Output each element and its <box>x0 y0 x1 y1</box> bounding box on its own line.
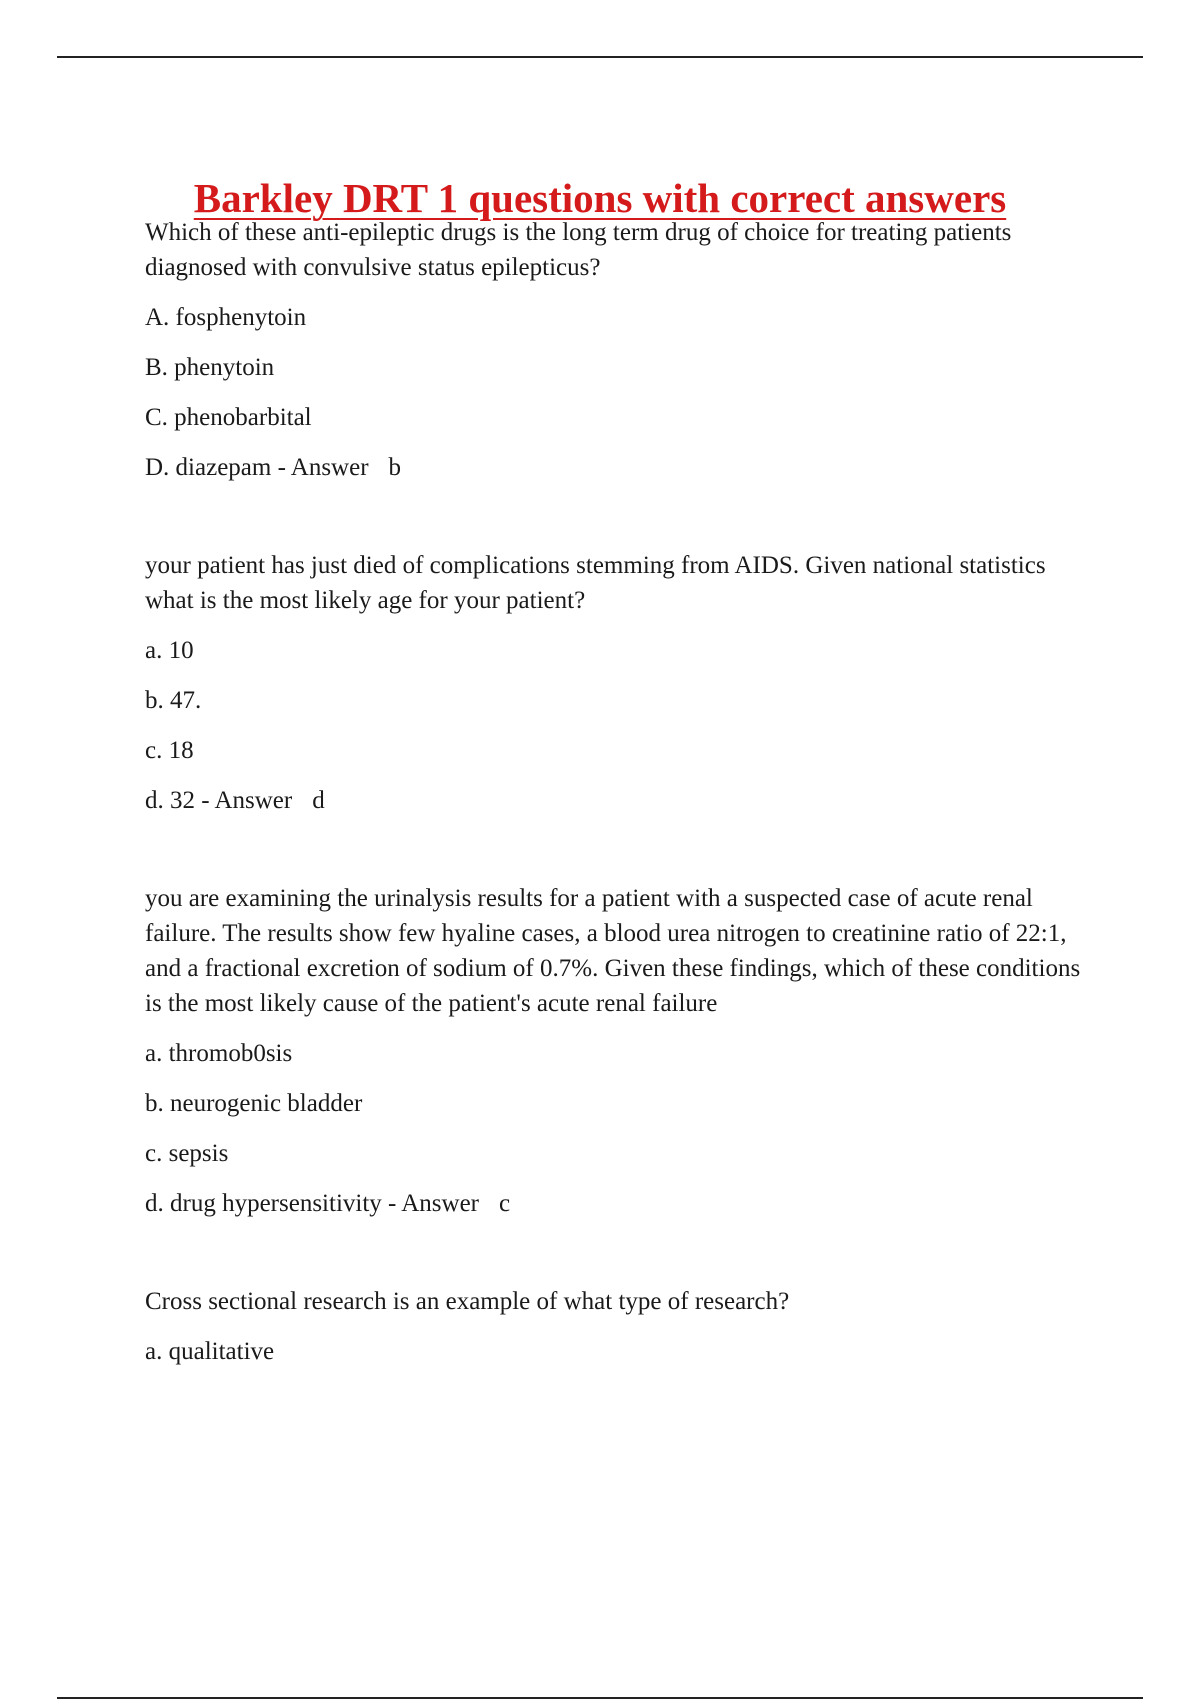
question-text: Cross sectional research is an example of what type of research? <box>145 1288 790 1315</box>
answer-letter: b <box>388 454 402 481</box>
option-b: B. phenytoin <box>145 354 275 381</box>
option-d-with-answer <box>145 783 1095 818</box>
question-text: Which of these anti-epileptic drugs is the long term drug of choice for treating patients diagnosed with convulsive status epilepticus? <box>145 219 1012 281</box>
option-a: a. 10 <box>145 637 194 664</box>
option-d: d. drug hypersensitivity - Answer <box>145 1190 479 1217</box>
document-body <box>145 215 1095 1432</box>
question-2 <box>145 548 1095 818</box>
option-c: C. phenobarbital <box>145 404 312 431</box>
option-d: d. 32 - Answer <box>145 787 293 814</box>
question-3 <box>145 881 1095 1221</box>
answer-letter: d <box>312 787 325 814</box>
option-b: b. neurogenic bladder <box>145 1090 363 1117</box>
question-1 <box>145 215 1095 485</box>
question-text: your patient has just died of complications stemming from AIDS. Given national statistics what is the most likely age for your patient? <box>145 552 1046 614</box>
option-d-with-answer <box>145 450 1095 485</box>
bottom-rule <box>57 1697 1143 1699</box>
option-c: c. 18 <box>145 737 194 764</box>
top-rule <box>57 56 1143 58</box>
answer-letter: c <box>498 1190 511 1217</box>
option-a: a. qualitative <box>145 1338 275 1365</box>
option-c: c. sepsis <box>145 1140 229 1167</box>
option-d-with-answer <box>145 1186 1095 1221</box>
option-d: D. diazepam - Answer <box>145 454 369 481</box>
question-text: you are examining the urinalysis results for a patient with a suspected case of acute renal failure. The results show few hyaline cases, a blood urea nitrogen to creatinine ratio of 22:1, and a fractional excretion of sodium of 0.7%. Given these findings, which of these conditions is the most likely cause of the patient's acute renal failure <box>145 885 1081 1017</box>
option-b: b. 47. <box>145 687 202 714</box>
option-a: a. thromob0sis <box>145 1040 293 1067</box>
question-4 <box>145 1284 1095 1369</box>
document-title-text: Barkley DRT 1 questions with correct answers <box>193 175 1007 222</box>
option-a: A. fosphenytoin <box>145 304 307 331</box>
